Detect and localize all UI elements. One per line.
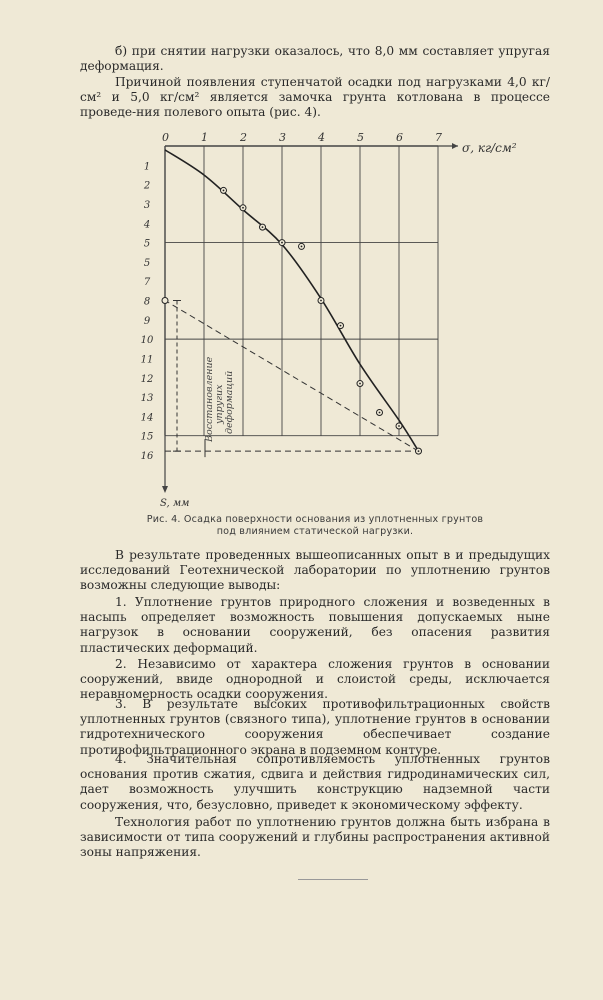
data-point-center [359, 383, 361, 385]
paragraph-elastic-deformation: б) при снятии нагрузки оказалось, что 8,0 мм составляет упругая деформация. [80, 44, 550, 74]
data-point-center [340, 325, 342, 327]
x-tick-label: 7 [435, 131, 442, 144]
unloading-end-point [162, 298, 168, 304]
conclusion-item-2: 2. Независимо от характера сложения грунтов в основании сооружений, ввиде однородной и слоистой среды, исключается неравномерность осадки сооружения. [80, 657, 550, 702]
figure-caption [100, 514, 530, 538]
data-point-center [281, 242, 283, 244]
y-axis-arrowhead [162, 486, 168, 493]
caption-line-1: Рис. 4. Осадка поверхности основания из уплотненных грунтов [146, 514, 484, 525]
conclusion-item-1: 1. Уплотнение грунтов природного сложения и возведенных в насыпь определяет возможность повышения допускаемых ныне нагрузок в основании сооружений, без опасения развития пластических деформаций. [80, 595, 550, 655]
conclusions-intro: В результате проведенных вышеописанных опыт в и предыдущих исследований Геотехнической лаборатории по уплотнению грунтов возможны следующие выводы: [80, 548, 550, 593]
paragraph-step-settlement: Причиной появления ступенчатой осадки под нагрузками 4,0 кг/см² и 5,0 кг/см² является замочка грунта котлована в процессе проведе-ния полевого опыта (рис. 4). [80, 75, 550, 120]
y-tick-label: 7 [143, 277, 151, 289]
x-axis-label: σ, кг/см² [462, 141, 517, 155]
y-tick-label: 9 [143, 315, 151, 327]
x-tick-label: 3 [279, 131, 286, 144]
elastic-recovery-annotation [204, 356, 235, 443]
data-point-center [262, 226, 264, 228]
x-tick-label: 5 [357, 131, 364, 144]
x-axis-arrowhead [452, 143, 458, 149]
y-tick-label: 8 [143, 296, 151, 308]
y-tick-label: 3 [143, 199, 151, 211]
y-tick-label: 13 [140, 393, 154, 405]
x-tick-label: 4 [318, 131, 325, 144]
end-rule [298, 879, 368, 880]
final-paragraph: Технология работ по уплотнению грунтов должна быть избрана в зависимости от типа сооружений и глубины распространения активной зоны напряжения. [80, 815, 550, 860]
conclusion-item-3: 3. В результате высоких противофильтрационных свойств уплотненных грунтов (связного типа), уплотнение грунтов в основании гидротехнического сооружения обеспечивает создание противофильтрационного экрана в подземном контуре. [80, 697, 550, 757]
y-tick-label: 4 [143, 219, 151, 231]
y-tick-label: 14 [140, 412, 154, 424]
x-tick-label: 6 [396, 131, 403, 144]
conclusion-item-4: 4. Значительная сопротивляемость уплотненных грунтов основания против сжатия, сдвига и действия гидродинамических сил, дает возможность улучшить конструкцию надземной части сооружения, что, безусловно, приведет к экономическому эффекту. [80, 752, 550, 812]
y-tick-label: 10 [140, 335, 154, 347]
annotation-line-1: Восстановление [204, 356, 215, 442]
y-tick-labels [141, 161, 154, 462]
y-tick-label: 16 [140, 451, 154, 462]
y-tick-label: 1 [143, 161, 151, 173]
y-tick-label: 12 [140, 373, 154, 385]
x-tick-label: 0 [162, 131, 169, 144]
y-axis-label: S, мм [160, 498, 190, 509]
x-tick-label: 1 [201, 131, 208, 144]
y-tick-label: 15 [140, 431, 154, 443]
chart-points [162, 187, 422, 454]
data-point-center [398, 425, 400, 427]
caption-line-2: под влиянием статической нагрузки. [216, 526, 414, 537]
data-point-center [320, 300, 322, 302]
y-tick-label: 5 [143, 257, 151, 269]
annotation-line-3: деформаций [224, 370, 235, 434]
data-point-center [301, 246, 303, 248]
x-tick-labels [162, 131, 442, 144]
y-tick-label: 11 [140, 354, 154, 366]
y-tick-label: 5 [143, 238, 151, 250]
data-point-center [379, 412, 381, 414]
data-point-center [242, 207, 244, 209]
x-tick-label: 2 [240, 131, 247, 144]
data-point-center [223, 190, 225, 192]
annotation-line-2: упругих [214, 384, 225, 424]
data-point-center [418, 450, 420, 452]
y-tick-label: 2 [143, 180, 151, 192]
